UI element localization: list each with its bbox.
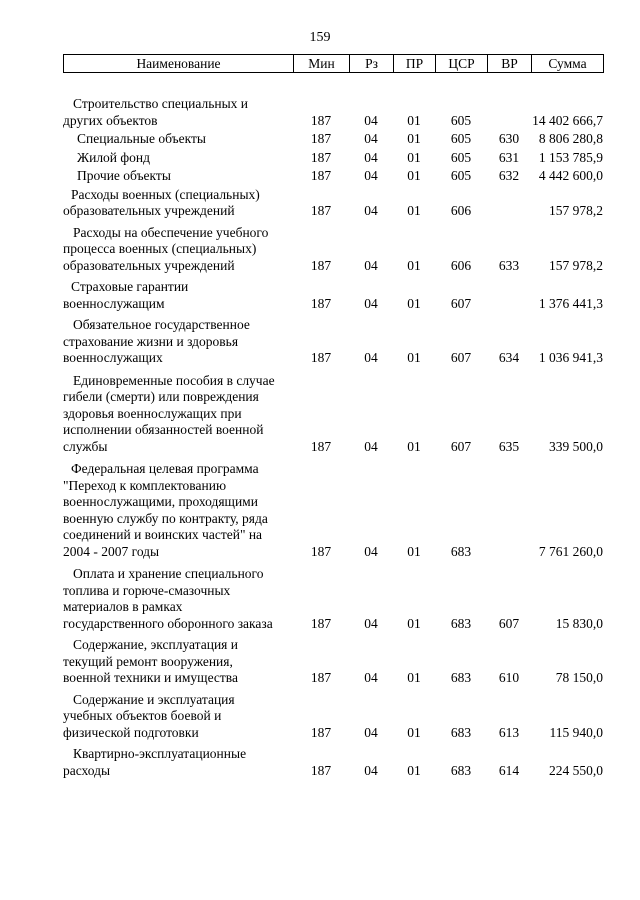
row-name-line: образовательных учреждений [63,203,235,218]
cell-pr: 01 [407,131,421,146]
cell-min: 187 [310,149,332,165]
cell-sum: 157 978,2 [549,203,603,218]
row-name-line: Обязательное государственное [73,317,250,332]
cell-rz: 04 [364,112,378,128]
cell-rz: 04 [364,670,378,685]
table-row [63,566,603,632]
row-name-line: учебных объектов боевой и [63,708,222,723]
cell-csr: 605 [450,112,472,128]
row-name-line: Страховые гарантии [71,279,189,294]
cell-sum: 339 500,0 [549,438,603,454]
cell-csr: 683 [450,615,472,631]
cell-rz: 04 [364,543,378,559]
cell-rz: 04 [364,724,378,740]
row-name-line: Расходы на обеспечение учебного [73,224,269,240]
cell-min: 187 [310,670,332,685]
table-row [63,746,603,779]
cell-min: 187 [310,168,332,183]
cell-csr: 607 [450,438,472,454]
row-name [63,168,293,185]
cell-min: 187 [310,438,332,454]
header-min: Мин [294,55,350,73]
table-row [63,373,603,456]
row-name-line: топлива и горюче-смазочных [63,582,231,598]
header-rz: Рз [350,55,394,73]
cell-min: 187 [310,257,332,273]
cell-rz: 04 [364,131,378,146]
row-name-line: 2004 - 2007 годы [63,543,160,559]
row-name [63,317,293,367]
cell-min: 187 [310,295,332,311]
cell-pr: 01 [407,295,421,311]
cell-sum: 1 036 941,3 [538,350,603,365]
row-name [63,461,293,560]
cell-vr: 613 [498,724,520,740]
row-name-line: образовательных учреждений [63,257,235,273]
cell-sum: 157 978,2 [549,257,603,273]
table-row [63,225,603,275]
cell-vr: 635 [498,438,520,454]
cell-rz: 04 [364,762,378,778]
cell-rz: 04 [364,615,378,631]
row-name [63,187,293,220]
row-name-line: военнослужащих [63,350,163,365]
cell-csr: 607 [450,295,472,311]
cell-csr: 607 [450,350,472,365]
row-name [63,566,293,632]
row-name-line: Прочие объекты [77,168,171,183]
cell-vr: 614 [498,762,520,778]
cell-csr: 683 [450,543,472,559]
cell-pr: 01 [407,615,421,631]
cell-rz: 04 [364,350,378,365]
table-row [63,637,603,687]
cell-csr: 605 [450,168,472,183]
cell-pr: 01 [407,670,421,685]
row-name [63,279,293,312]
cell-vr: 610 [498,670,520,685]
cell-rz: 04 [364,168,378,183]
cell-min: 187 [310,203,332,218]
table-row [63,461,603,560]
row-name-line: других объектов [63,112,158,128]
cell-sum: 15 830,0 [555,615,603,631]
cell-csr: 606 [450,203,472,218]
row-name-line: военнослужащим [63,295,165,311]
cell-sum: 1 153 785,9 [538,149,603,165]
row-name-line: государственного оборонного заказа [63,615,273,631]
cell-rz: 04 [364,257,378,273]
cell-sum: 8 806 280,8 [538,131,603,146]
cell-csr: 605 [450,131,472,146]
cell-vr: 631 [498,149,520,165]
row-name-line: Строительство специальных и [73,96,249,111]
row-name-line: материалов в рамках [63,599,183,614]
table-row [63,692,603,742]
cell-min: 187 [310,615,332,631]
table-row [63,279,603,312]
cell-min: 187 [310,350,332,365]
row-name-line: службы [63,438,108,454]
cell-sum: 115 940,0 [549,724,603,740]
cell-sum: 1 376 441,3 [538,295,603,311]
cell-pr: 01 [407,149,421,165]
row-name-line: Расходы военных (специальных) [71,186,260,202]
cell-sum: 78 150,0 [555,670,603,685]
page-number: 159 [309,30,331,45]
cell-vr: 607 [498,615,520,631]
cell-min: 187 [310,131,332,146]
cell-pr: 01 [407,724,421,740]
cell-pr: 01 [407,438,421,454]
cell-rz: 04 [364,438,378,454]
row-name-line: процесса военных (специальных) [63,241,257,256]
row-name-line: расходы [63,762,111,778]
cell-min: 187 [310,724,332,740]
row-name [63,225,293,275]
row-name-line: Специальные объекты [77,131,206,146]
cell-sum: 14 402 666,7 [532,112,603,128]
cell-rz: 04 [364,149,378,165]
cell-min: 187 [310,112,332,128]
row-name-line: страхование жизни и здоровья [63,333,239,349]
cell-rz: 04 [364,295,378,311]
cell-vr: 630 [498,131,520,146]
row-name-line: здоровья военнослужащих при [63,405,242,421]
cell-pr: 01 [407,203,421,218]
row-name [63,131,293,148]
table-row [63,187,603,220]
table-row [63,131,603,148]
cell-pr: 01 [407,112,421,128]
cell-pr: 01 [407,168,421,183]
cell-rz: 04 [364,203,378,218]
cell-vr: 633 [498,257,520,273]
table-header [63,54,604,73]
row-name [63,373,293,456]
row-name-line: Единовременные пособия в случае [73,372,275,388]
header-vr: ВР [488,55,532,73]
cell-pr: 01 [407,350,421,365]
row-name-line: физической подготовки [63,724,199,740]
row-name-line: Квартирно-эксплуатационные [73,746,247,761]
row-name-line: военную службу по контракту, ряда [63,510,268,526]
row-name-line: исполнении обязанностей военной [63,422,264,437]
row-name-line: Жилой фонд [77,149,150,165]
row-name-line: Содержание, эксплуатация и [73,637,238,652]
cell-csr: 683 [450,670,472,685]
row-name [63,746,293,779]
header-sum: Сумма [532,55,604,73]
table-row [63,96,603,129]
header-pr: ПР [394,55,436,73]
cell-vr: 634 [498,350,520,365]
cell-sum: 7 761 260,0 [538,543,603,559]
cell-csr: 606 [450,257,472,273]
row-name [63,96,293,129]
row-name-line: соединений и воинских частей" на [63,527,263,542]
table-row [63,168,603,185]
table-body [63,96,603,779]
row-name [63,150,293,167]
table-row [63,317,603,367]
cell-csr: 683 [450,724,472,740]
row-name-line: гибели (смерти) или повреждения [63,389,259,404]
cell-pr: 01 [407,762,421,778]
row-name [63,637,293,687]
cell-pr: 01 [407,257,421,273]
row-name-line: "Переход к комплектованию [63,477,227,493]
table-row [63,150,603,167]
row-name-line: военной техники и имущества [63,670,238,685]
row-name-line: текущий ремонт вооружения, [63,653,233,669]
header-csr: ЦСР [436,55,488,73]
cell-vr: 632 [498,168,520,183]
cell-pr: 01 [407,543,421,559]
row-name-line: военнослужащими, проходящими [63,494,258,509]
cell-min: 187 [310,543,332,559]
cell-csr: 605 [450,149,472,165]
cell-sum: 224 550,0 [549,762,603,778]
cell-csr: 683 [450,762,472,778]
cell-min: 187 [310,762,332,778]
row-name-line: Содержание и эксплуатация [73,691,235,707]
header-name: Наименование [64,55,294,73]
row-name-line: Федеральная целевая программа [71,461,259,476]
row-name [63,692,293,742]
cell-sum: 4 442 600,0 [538,168,603,183]
row-name-line: Оплата и хранение специального [73,566,264,581]
